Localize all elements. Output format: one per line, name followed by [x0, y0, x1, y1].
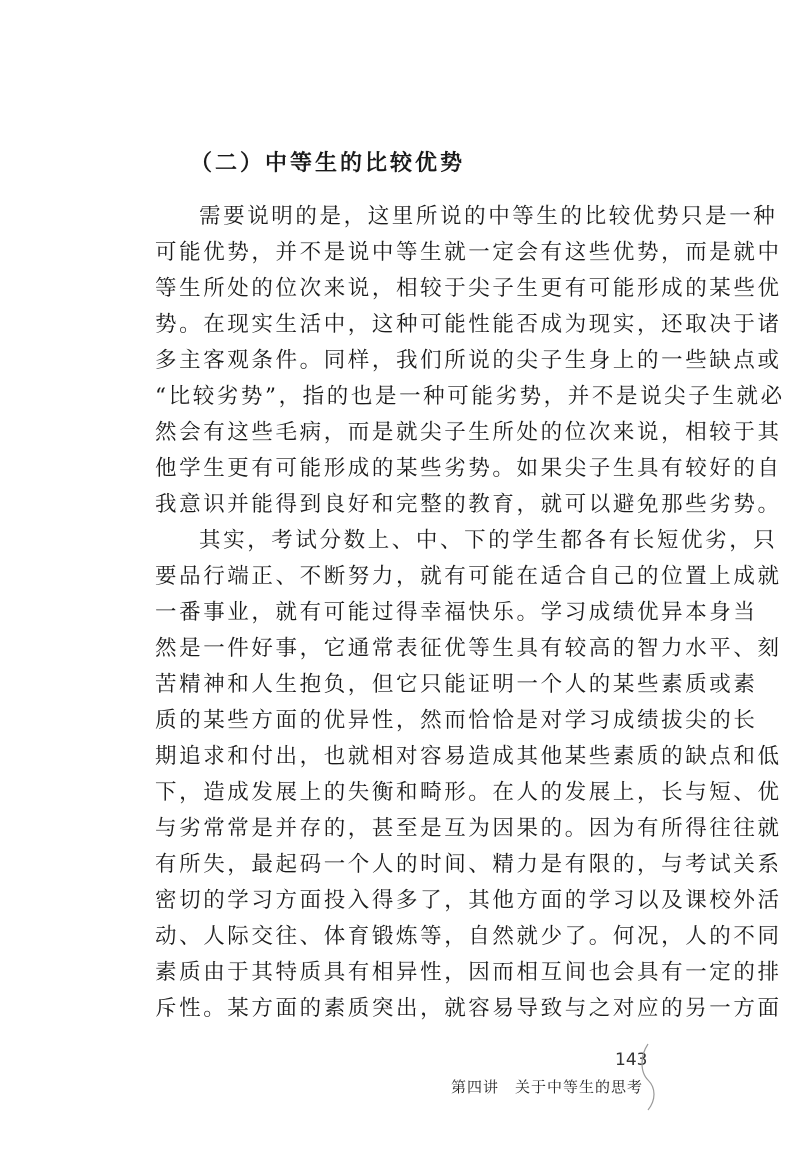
paragraph-1-line-6: “比较劣势”，指的也是一种可能劣势，并不是说尖子生就必: [155, 384, 785, 409]
running-footer-title: 第四讲 关于中等生的思考: [451, 1078, 644, 1096]
paragraph-1-line-5: 多主客观条件。同样，我们所说的尖子生身上的一些缺点或: [155, 348, 782, 373]
paragraph-2-line-14: 斥性。某方面的素质突出，就容易导致与之对应的另一方面: [155, 996, 782, 1021]
paragraph-1-line-1: 需要说明的是，这里所说的中等生的比较优势只是一种: [199, 204, 778, 229]
paragraph-2-line-4: 然是一件好事，它通常表征优等生具有较高的智力水平、刻: [155, 636, 782, 661]
paragraph-2-line-3: 一番事业，就有可能过得幸福快乐。学习成绩优异本身当: [155, 600, 758, 625]
paragraph-2-line-7: 期追求和付出，也就相对容易造成其他某些素质的缺点和低: [155, 744, 782, 769]
paragraph-2-line-10: 有所失，最起码一个人的时间、精力是有限的，与考试关系: [155, 852, 782, 877]
paragraph-1-line-8: 他学生更有可能形成的某些劣势。如果尖子生具有较好的自: [155, 456, 782, 481]
paragraph-2-line-11: 密切的学习方面投入得多了，其他方面的学习以及课校外活: [155, 888, 782, 913]
paragraph-2-line-8: 下，造成发展上的失衡和畸形。在人的发展上，长与短、优: [155, 780, 782, 805]
paragraph-1-line-4: 势。在现实生活中，这种可能性能否成为现实，还取决于诸: [155, 312, 782, 337]
paragraph-1-line-7: 然会有这些毛病，而是就尖子生所处的位次来说，相较于其: [155, 420, 782, 445]
paragraph-2-line-9: 与劣常常是并存的，甚至是互为因果的。因为有所得往往就: [155, 816, 782, 841]
paragraph-1-line-2: 可能优势，并不是说中等生就一定会有这些优势，而是就中: [155, 240, 782, 265]
paragraph-2-line-12: 动、人际交往、体育锻炼等，自然就少了。何况，人的不同: [155, 924, 782, 949]
page-number: 143: [615, 1050, 648, 1070]
paragraph-2-line-1: 其实，考试分数上、中、下的学生都各有长短优劣，只: [199, 528, 778, 553]
paragraph-2-line-6: 质的某些方面的优异性，然而恰恰是对学习成绩拔尖的长: [155, 708, 758, 733]
paragraph-2-line-5: 苦精神和人生抱负，但它只能证明一个人的某些素质或素: [155, 672, 758, 697]
paragraph-2-line-13: 素质由于其特质具有相异性，因而相互间也会具有一定的排: [155, 960, 782, 985]
section-heading: （二）中等生的比较优势: [190, 151, 466, 176]
paragraph-1-line-3: 等生所处的位次来说，相较于尖子生更有可能形成的某些优: [155, 276, 782, 301]
paragraph-2-line-2: 要品行端正、不断努力，就有可能在适合自己的位置上成就: [155, 564, 782, 589]
paragraph-1-line-9: 我意识并能得到良好和完整的教育，就可以避免那些劣势。: [155, 492, 782, 517]
